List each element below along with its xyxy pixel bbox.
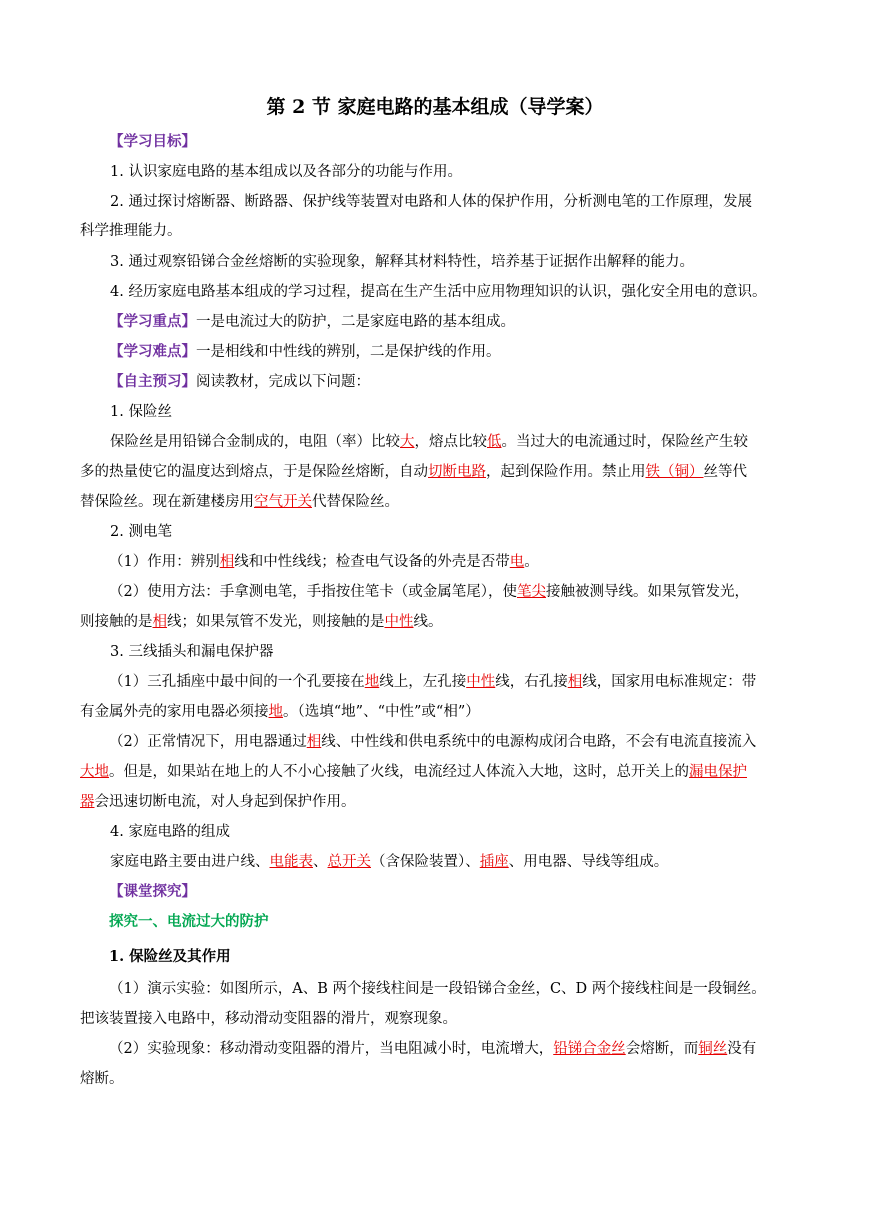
text: 线，国家用电标准规定：带 <box>582 674 757 690</box>
text: 接触被测导线。如果氖管发光， <box>545 584 749 600</box>
answer: 地 <box>364 674 380 690</box>
text: 、用电器、导线等组成。 <box>508 854 669 870</box>
difficulties-text: 一是相线和中性线的辨别，二是保护线的作用。 <box>196 344 501 360</box>
paragraph-line <box>80 463 747 481</box>
answer: 相 <box>219 554 235 570</box>
answer: 中性 <box>466 674 496 690</box>
answer: 相 <box>567 674 583 690</box>
text: 代替保险丝。 <box>312 494 399 510</box>
text: 会迅速切断电流，对人身起到保护作用。 <box>94 794 356 810</box>
paragraph-line <box>110 853 668 871</box>
text: 多的热量使它的温度达到熔点，于是保险丝熔断，自动 <box>80 464 428 480</box>
section-heading: 2. 测电笔 <box>110 524 172 540</box>
answer: 相 <box>306 734 322 750</box>
objective-item: 4. 经历家庭电路基本组成的学习过程，提高在生产生活中应用物理知识的认识，强化安全用电的意识。 <box>110 284 767 300</box>
paragraph-line <box>80 703 480 721</box>
answer: 中性 <box>384 614 414 630</box>
answer: 大 <box>400 434 415 450</box>
text: （2）正常情况下，用电器通过 <box>109 734 307 750</box>
text: 。当过大的电流通过时，保险丝产生较 <box>501 434 748 450</box>
preview-intro: 阅读教材，完成以下问题： <box>196 374 370 390</box>
paragraph-line <box>80 793 356 811</box>
answer: 笔尖 <box>516 584 546 600</box>
key-points <box>109 313 515 331</box>
section-heading: 3. 三线插头和漏电保护器 <box>110 644 274 660</box>
paragraph-line <box>109 553 539 571</box>
objective-item: 科学推理能力。 <box>80 223 182 239</box>
paragraph-line <box>110 433 748 451</box>
text: ，熔点比较 <box>414 434 487 450</box>
text: 。但是，如果站在地上的人不小心接触了火线，电流经过人体流入大地，这时，总开关上的 <box>109 764 689 780</box>
objectives-tag: 【学习目标】 <box>109 133 196 150</box>
sub-heading: 1. 保险丝及其作用 <box>109 948 231 965</box>
paragraph-line: 熔断。 <box>80 1071 124 1087</box>
objective-item: 3. 通过观察铅锑合金丝熔断的实验现象，解释其材料特性，培养基于证据作出解释的能力。 <box>110 254 694 270</box>
preview <box>109 373 370 391</box>
answer: 铅锑合金丝 <box>553 1041 626 1057</box>
text: 线，右孔接 <box>495 674 568 690</box>
answer: 器 <box>80 794 95 810</box>
paragraph-line: 把该装置接入电路中，移动滑动变阻器的滑片，观察现象。 <box>80 1011 457 1027</box>
text: 线、中性线和供电系统中的电源构成闭合电路，不会有电流直接流入 <box>321 734 757 750</box>
text: 线；如果氖管不发光，则接触的是 <box>167 614 385 630</box>
key-points-tag: 【学习重点】 <box>109 313 196 330</box>
answer: 电 <box>509 554 525 570</box>
text: （含保险装置）、 <box>371 854 480 870</box>
text: 家庭电路主要由进户线、 <box>110 854 270 870</box>
answer: 空气开关 <box>254 494 312 510</box>
answer: 低 <box>487 434 502 450</box>
preview-tag: 【自主预习】 <box>109 373 196 390</box>
inquiry-heading: 探究一、电流过大的防护 <box>109 914 269 930</box>
difficulties-tag: 【学习难点】 <box>109 343 196 360</box>
text: 。（选填“地”、“中性”或“相”） <box>283 704 480 720</box>
text: 会熔断，而 <box>625 1041 699 1057</box>
answer: 总开关 <box>327 854 371 870</box>
answer: 铜丝 <box>698 1041 728 1057</box>
answer: 铁（铜） <box>645 464 704 480</box>
text: 线上，左孔接 <box>379 674 467 690</box>
objective-item: 1. 认识家庭电路的基本组成以及各部分的功能与作用。 <box>110 164 462 180</box>
text: 线和中性线线；检查电气设备的外壳是否带 <box>234 554 510 570</box>
page-title: 第 2 节 家庭电路的基本组成（导学案） <box>266 96 604 118</box>
text: 丝等代 <box>703 464 747 480</box>
paragraph-line <box>109 583 749 601</box>
difficulties <box>109 343 501 361</box>
paragraph-line <box>109 1040 756 1058</box>
text: （2）实验现象：移动滑动变阻器的滑片，当电阻减小时，电流增大， <box>109 1041 554 1057</box>
text: 。 <box>524 554 539 570</box>
answer: 切断电路 <box>428 464 486 480</box>
section-heading: 4. 家庭电路的组成 <box>110 824 230 840</box>
text: ，起到保险作用。禁止用 <box>486 464 646 480</box>
text: （1）三孔插座中最中间的一个孔要接在 <box>109 674 365 690</box>
classroom-tag: 【课堂探究】 <box>109 883 196 900</box>
text: 则接触的是 <box>80 614 153 630</box>
text: （2）使用方法：手拿测电笔，手指按住笔卡（或金属笔尾），使 <box>109 584 517 600</box>
paragraph-line <box>109 673 756 691</box>
answer: 大地 <box>80 764 109 780</box>
paragraph-line <box>109 733 756 751</box>
text: 没有 <box>727 1041 757 1057</box>
text: 有金属外壳的家用电器必须接 <box>80 704 269 720</box>
text: 替保险丝。现在新建楼房用 <box>80 494 254 510</box>
text: 、 <box>313 854 328 870</box>
answer: 电能表 <box>269 854 313 870</box>
paragraph-line <box>80 493 399 511</box>
answer: 漏电保护 <box>689 764 747 780</box>
objective-item: 2. 通过探讨熔断器、断路器、保护线等装置对电路和人体的保护作用，分析测电笔的工作原理，发展 <box>110 194 752 210</box>
paragraph-line: （1）演示实验：如图所示，A、B 两个接线柱间是一段铅锑合金丝，C、D 两个接线柱间是一段铜丝。 <box>109 981 766 997</box>
answer: 插座 <box>479 854 509 870</box>
paragraph-line <box>80 613 443 631</box>
section-heading: 1. 保险丝 <box>110 404 172 420</box>
text: 线。 <box>413 614 443 630</box>
paragraph-line <box>80 763 747 781</box>
answer: 相 <box>152 614 167 630</box>
answer: 地 <box>268 704 283 720</box>
text: 保险丝是用铅锑合金制成的，电阻（率）比较 <box>110 434 400 450</box>
key-points-text: 一是电流过大的防护，二是家庭电路的基本组成。 <box>196 314 515 330</box>
text: （1）作用：辨别 <box>109 554 220 570</box>
